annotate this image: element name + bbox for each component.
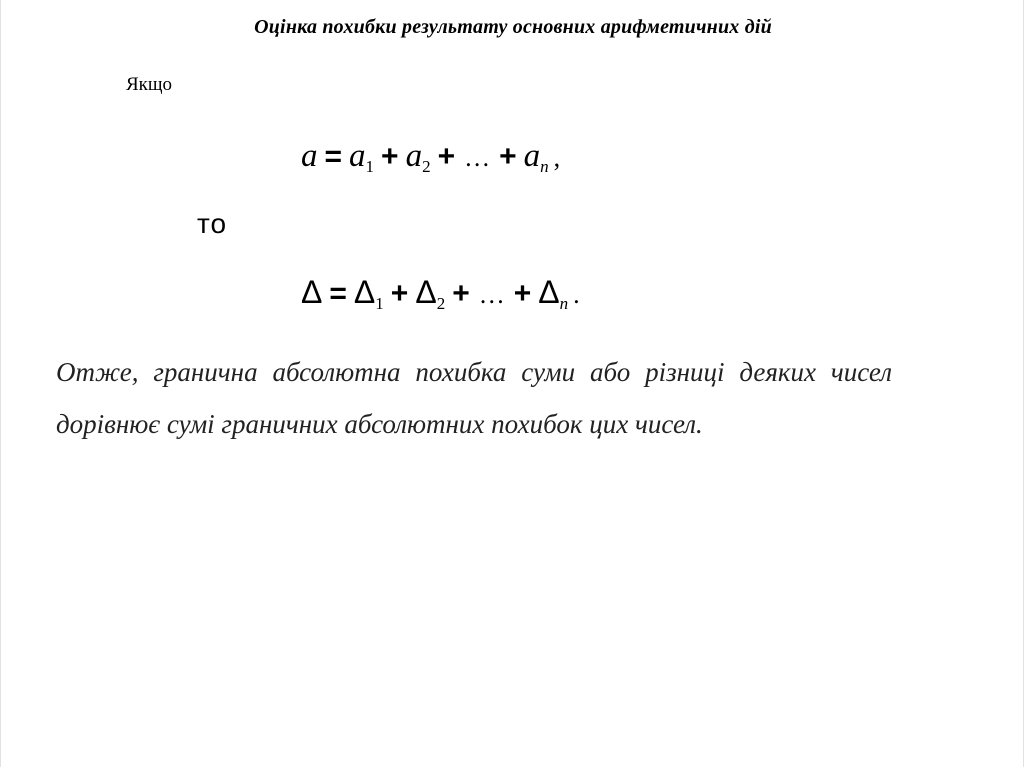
- sum-lhs: a: [301, 138, 318, 174]
- term-subscript: n: [559, 294, 569, 313]
- term-subscript: 1: [365, 157, 375, 176]
- delta-term-base: Δ: [415, 274, 437, 310]
- if-word: Якщо: [126, 74, 173, 95]
- term-base: a: [349, 138, 366, 174]
- ellipsis: …: [464, 143, 491, 172]
- sum-formula: [301, 138, 561, 176]
- ellipsis: …: [478, 280, 505, 309]
- delta-term-base: Δ: [538, 274, 560, 310]
- term-subscript: n: [540, 157, 549, 176]
- formula-punctuation: ,: [553, 143, 561, 172]
- conclusion-text: Отже, гранична абсолютна похибка суми або різниці деяких чисел дорівнює сумі граничних абсолютних похибок цих чисел.: [56, 357, 892, 439]
- delta-formula: [301, 274, 580, 313]
- term-base: a: [405, 138, 423, 174]
- plus-sign: +: [513, 277, 532, 310]
- plus-sign: +: [381, 140, 399, 173]
- delta-term-base: Δ: [353, 274, 376, 310]
- term-subscript: 1: [375, 294, 384, 313]
- equals-sign: =: [324, 140, 343, 173]
- plus-sign: +: [499, 140, 517, 173]
- formula-punctuation: .: [573, 280, 580, 309]
- term-subscript: 2: [422, 157, 431, 176]
- plus-sign: +: [390, 277, 409, 310]
- delta-lhs: Δ: [301, 274, 323, 310]
- plus-sign: +: [437, 140, 456, 173]
- slide-title: Оцінка похибки результату основних арифметичних дій: [254, 16, 772, 38]
- term-subscript: 2: [436, 294, 446, 313]
- plus-sign: +: [452, 277, 470, 310]
- equals-sign: =: [329, 277, 347, 310]
- term-base: a: [523, 138, 541, 174]
- then-word: то: [197, 208, 228, 239]
